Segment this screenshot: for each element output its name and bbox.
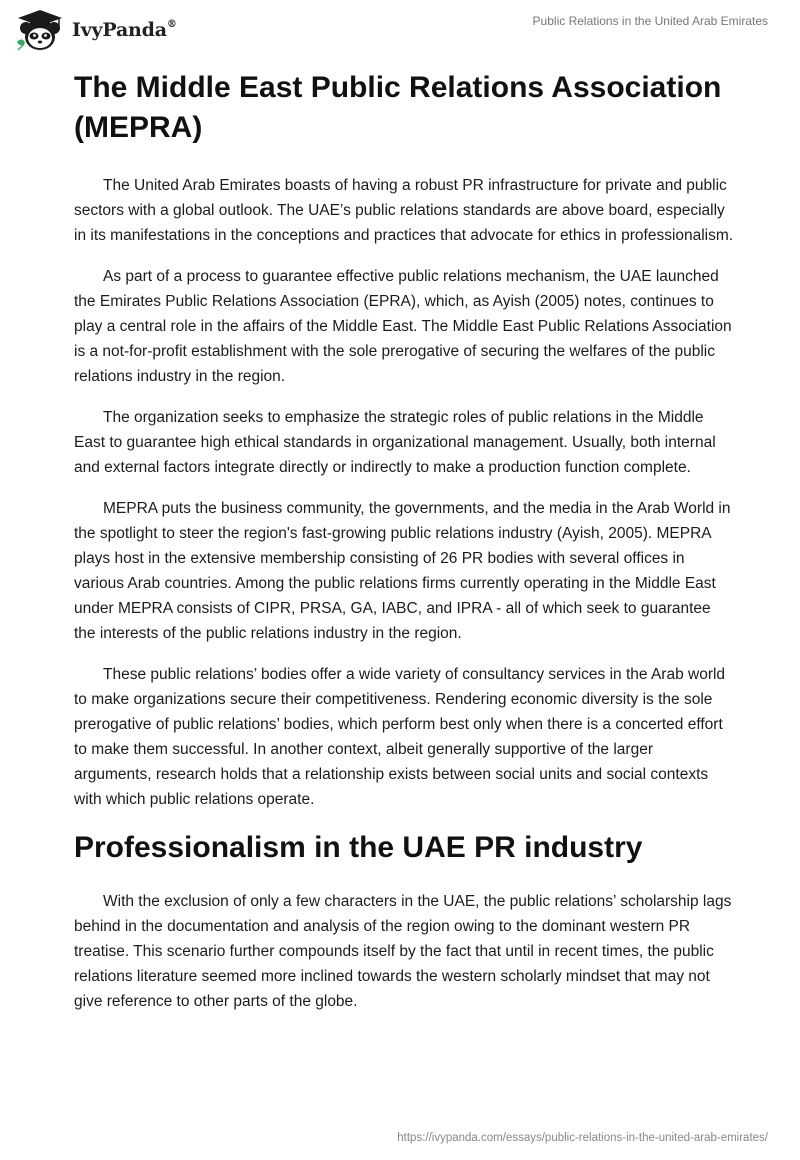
source-url[interactable]: https://ivypanda.com/essays/public-relations-in-the-united-arab-emirates/	[397, 1132, 768, 1144]
paragraph: As part of a process to guarantee effective public relations mechanism, the UAE launched the Emirates Public Relations Association (EPRA), which, as Ayish (2005) notes, continues to play a central role in the affairs of the Middle East. The Middle East Public Relations Association is a not-for-profit establishment with the sole prerogative of securing the welfares of the public relations industry in the region.	[74, 268, 732, 385]
panda-graduate-icon	[14, 8, 66, 52]
brand-logo[interactable]	[14, 8, 177, 52]
article-body	[74, 68, 734, 1030]
paragraph: These public relations’ bodies offer a wide variety of consultancy services in the Arab world to make organizations secure their competitiveness. Rendering economic diversity is the sole prerogative of public relations’ bodies, which perform best only when there is a concerted effort to make them successful. In another context, albeit generally supportive of the larger arguments, research holds that a relationship exists between social units and social contexts with which public relations operate.	[74, 666, 726, 808]
document-title: Public Relations in the United Arab Emirates	[532, 14, 768, 28]
paragraph: The United Arab Emirates boasts of having a robust PR infrastructure for private and public sectors with a global outlook. The UAE’s public relations standards are above board, especially in its manifestations in the conceptions and practices that advocate for ethics in professionalism.	[74, 177, 734, 244]
section-heading-mepra: The Middle East Public Relations Association (MEPRA)	[74, 71, 722, 144]
page-header	[0, 0, 800, 60]
section-heading-professionalism: Professionalism in the UAE PR industry	[74, 831, 643, 864]
paragraph: With the exclusion of only a few characters in the UAE, the public relations’ scholarship lags behind in the documentation and analysis of the region owing to the dominant western PR treatise. This scenario further compounds itself by the fact that until in recent times, the public relations literature seemed more inclined towards the western scholarly mindset that may not give reference to other parts of the globe.	[74, 893, 732, 1010]
brand-name: IvyPanda®	[72, 18, 177, 41]
paragraph: MEPRA puts the business community, the governments, and the media in the Arab World in the spotlight to steer the region's fast-growing public relations industry (Ayish, 2005). MEPRA plays host in the extensive membership consisting of 26 PR bodies with several offices in various Arab countries. Among the public relations firms currently operating in the Middle East under MEPRA consists of CIPR, PRSA, GA, IABC, and IPRA - all of which seek to guarantee the interests of the public relations industry in the region.	[74, 500, 731, 642]
paragraph: The organization seeks to emphasize the strategic roles of public relations in the Middle East to guarantee high ethical standards in organizational management. Usually, both internal and external factors integrate directly or indirectly to make a production function complete.	[74, 409, 716, 476]
